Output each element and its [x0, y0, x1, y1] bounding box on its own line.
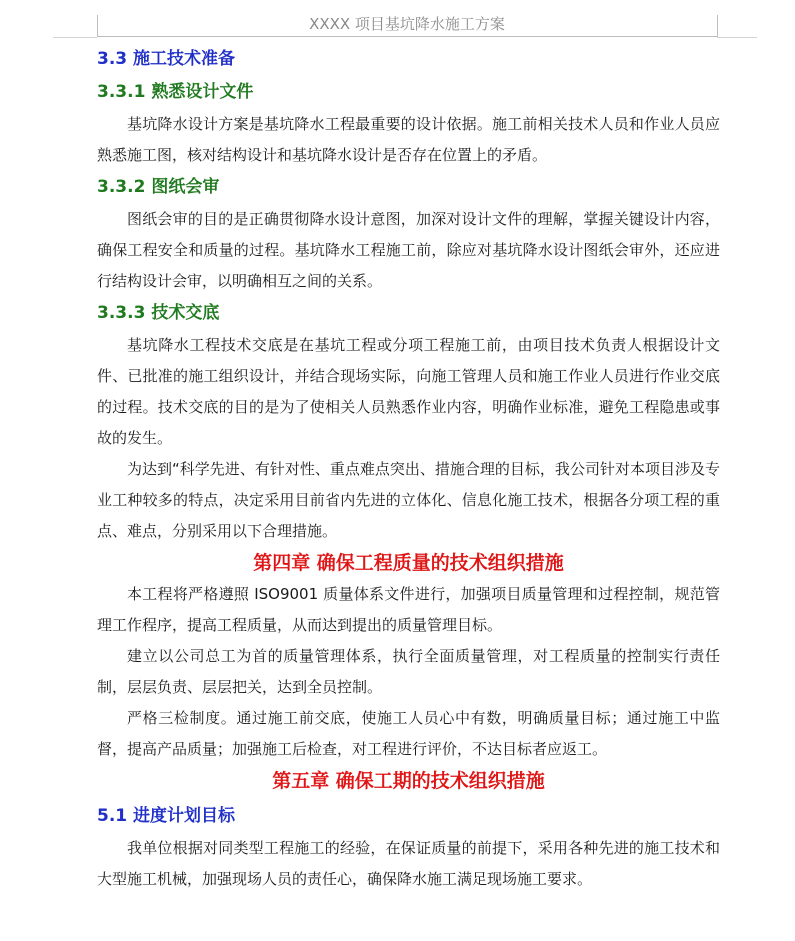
chapter-heading-5: 第五章 确保工期的技术组织措施 [272, 770, 545, 792]
corner-mark-line-left [53, 37, 97, 38]
paragraph: 为达到“科学先进、有针对性、重点难点突出、措施合理的目标，我公司针对本项目涉及专业工种较多的特点，决定采用目前省内先进的立体化、信息化施工技术，根据各分项工程的重点、难点，分别采用以下合理措施。 [97, 460, 720, 540]
corner-mark-line-right [717, 37, 757, 38]
paragraph: 基坑降水工程技术交底是在基坑工程或分项工程施工前，由项目技术负责人根据设计文件、已批准的施工组织设计，并结合现场实际，向施工管理人员和施工作业人员进行作业交底的过程。技术交底的目的是为了使相关人员熟悉作业内容，明确作业标准，避免工程隐患或事故的发生。 [97, 336, 720, 447]
chapter-heading-4: 第四章 确保工程质量的技术组织措施 [253, 552, 564, 574]
subsection-heading-3-3-2: 3.3.2 图纸会审 [97, 177, 220, 197]
paragraph: 严格三检制度。通过施工前交底，使施工人员心中有数，明确质量目标；通过施工中监督，提高产品质量；加强施工后检查，对工程进行评价，不达目标者应返工。 [97, 709, 720, 758]
paragraph: 基坑降水设计方案是基坑降水工程最重要的设计依据。施工前相关技术人员和作业人员应熟悉施工图，核对结构设计和基坑降水设计是否存在位置上的矛盾。 [97, 115, 720, 164]
corner-mark-top-left [75, 15, 98, 37]
section-heading-5-1: 5.1 进度计划目标 [97, 806, 236, 826]
paragraph: 我单位根据对同类型工程施工的经验，在保证质量的前提下，采用各种先进的施工技术和大型施工机械，加强现场人员的责任心，确保降水施工满足现场施工要求。 [97, 839, 720, 888]
corner-mark-top-right [717, 15, 740, 37]
document-body [97, 40, 720, 895]
paragraph: 本工程将严格遵照 ISO9001 质量体系文件进行，加强项目质量管理和过程控制，规范管理工作程序，提高工程质量，从而达到提出的质量管理目标。 [97, 585, 720, 634]
paragraph: 图纸会审的目的是正确贯彻降水设计意图，加深对设计文件的理解，掌握关键设计内容，确保工程安全和质量的过程。基坑降水工程施工前，除应对基坑降水设计图纸会审外，还应进行结构设计会审，以明确相互之间的关系。 [97, 210, 720, 290]
subsection-heading-3-3-3: 3.3.3 技术交底 [97, 303, 220, 323]
paragraph: 建立以公司总工为首的质量管理体系，执行全面质量管理，对工程质量的控制实行责任制，层层负责、层层把关，达到全员控制。 [97, 647, 720, 696]
page-header: XXXX 项目基坑降水施工方案 [97, 14, 717, 37]
subsection-heading-3-3-1: 3.3.1 熟悉设计文件 [97, 82, 254, 102]
section-heading-3-3: 3.3 施工技术准备 [97, 49, 236, 69]
